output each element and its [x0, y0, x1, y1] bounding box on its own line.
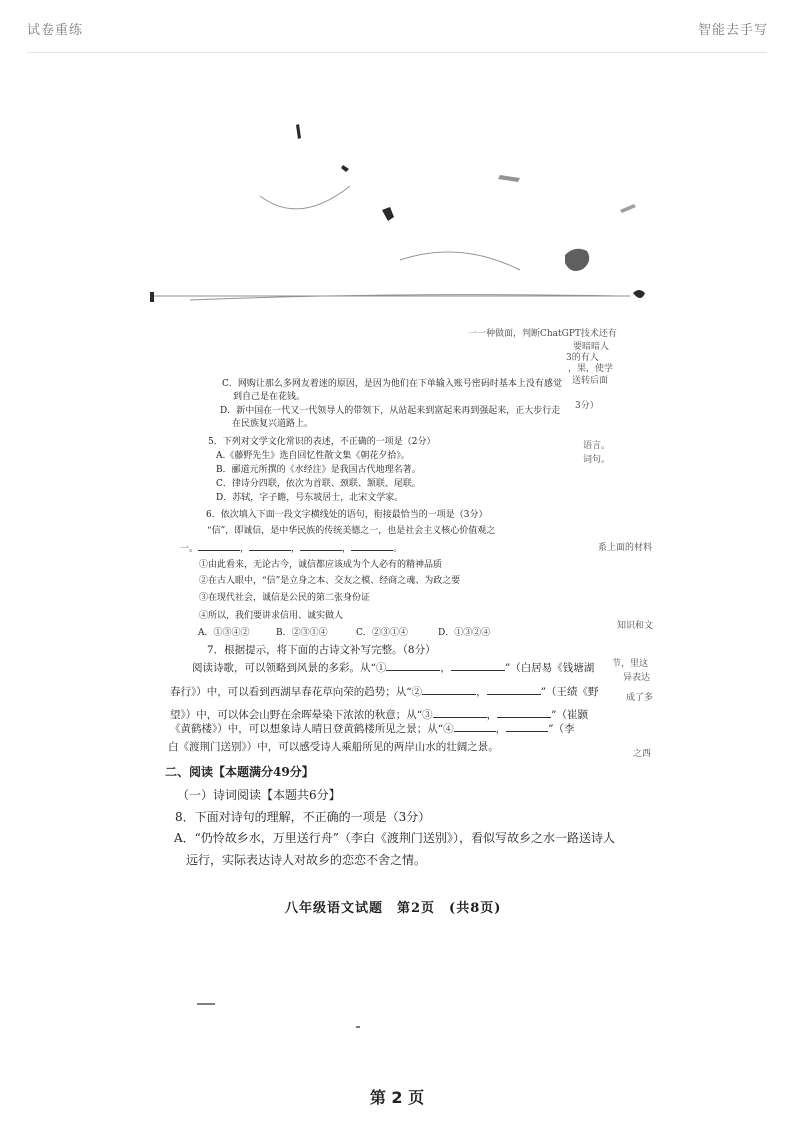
- q6-item-2: ②在古人眼中，“信”是立身之本、交友之模、经商之魂、为政之要: [199, 576, 461, 586]
- q8-option-a-line2: 远行，实际表达诗人对故乡的恋恋不舍之情。: [186, 853, 427, 867]
- q6-blank-4: [351, 541, 393, 551]
- q6-line2-prefix: 一。: [180, 544, 199, 554]
- fragment-r9: 系上面的材料: [598, 543, 653, 553]
- q5-option-a: A.《藤野先生》选自回忆性散文集《朝花夕拾》。: [216, 451, 410, 461]
- fragment-r14: 之西: [633, 749, 652, 759]
- q5-stem: 5．下列对文学文化常识的表述，不正确的一项是（2分）: [208, 437, 436, 447]
- fragment-r2: 要暗暗人: [573, 342, 610, 352]
- exam-footer-title: 八年级语文试题 第2页 (共8页): [285, 901, 502, 916]
- q4-option-c-line1: C．网购让那么多网友着迷的原因，是因为他们在下单输入账号密码时基本上没有感觉: [222, 379, 562, 389]
- fragment-r3: 3的有人: [566, 353, 599, 363]
- q6-blank-3: [300, 541, 342, 551]
- q4-option-c-line2: 到自己是在花钱。: [233, 392, 306, 402]
- q6-blank-2: [249, 541, 291, 551]
- q7-line1: 阅读诗歌，可以领略到风景的多彩。从“① ， ”（白居易《钱塘湖: [192, 662, 595, 674]
- q7-line4: 《黄鹤楼》）中，可以想象诗人晴日登黄鹤楼所见之景；从“④ ， ”（李: [170, 723, 575, 735]
- fragment-r5: 送转后面: [572, 376, 609, 386]
- q5-option-b: B．郦道元所撰的《水经注》是我国古代地理名著。: [216, 465, 421, 475]
- q8-option-a-line1: A．“仍怜故乡水，万里送行舟”（李白《渡荆门送别》），看似写故乡之水一路送诗人: [174, 831, 615, 845]
- fragment-r13: 成了多: [626, 693, 654, 703]
- q6-item-3: ③在现代社会，诚信是公民的第二张身份证: [199, 593, 371, 603]
- section2-subtitle: （一）诗词阅读【本题共6分】: [177, 788, 341, 802]
- q6-blank-line: 一。 ， ， ， 。: [180, 541, 402, 554]
- q6-option-c: C．②③①④: [356, 628, 408, 638]
- q6-stem: 6．依次填入下面一段文字横线处的语句，衔接最恰当的一项是（3分）: [206, 510, 488, 520]
- fragment-r10: 知识和文: [617, 621, 654, 631]
- q5-option-c: C．律诗分四联，依次为首联、颈联、颔联、尾联。: [216, 479, 421, 489]
- q6-item-4: ④所以，我们要讲求信用、诚实做人: [199, 611, 344, 621]
- section2-title: 二、阅读【本题满分49分】: [165, 765, 314, 779]
- q6-option-b: B．②③①④: [276, 628, 328, 638]
- q6-item-1: ①由此看来，无论古今，诚信都应该成为个人必有的精神品质: [199, 560, 443, 570]
- header-left-label: 试卷重练: [27, 23, 84, 38]
- fragment-r12: 异表达: [623, 673, 651, 683]
- fragment-r11: 节，里这: [612, 659, 649, 669]
- fragment-r6: 3分）: [575, 401, 599, 411]
- fragment-r1: 一一种做面，判断ChatGPT技术还有: [468, 329, 617, 339]
- q6-option-d: D．①③②④: [438, 628, 491, 638]
- q7-line2: 春行》）中，可以看到西湖早春花草向荣的趋势；从“② ， ”（王绩《野: [170, 686, 599, 698]
- fragment-r4: ，果，使学: [568, 364, 614, 374]
- q6-passage: “信”，即诚信，是中华民族的传统美德之一，也是社会主义核心价值观之: [207, 526, 496, 536]
- q4-option-d-line2: 在民族复兴道路上。: [232, 419, 314, 429]
- q6-blank-1: [198, 541, 240, 551]
- q6-option-a: A．①③④②: [198, 628, 250, 638]
- page-number: 第 2 页: [369, 1088, 425, 1107]
- q4-option-d-line1: D．新中国在一代又一代领导人的带领下，从站起来到富起来再到强起来，正大步行走: [220, 406, 561, 416]
- remove-handwriting-label: 智能去手写: [697, 23, 768, 38]
- q7-stem: 7．根据提示，将下面的古诗文补写完整。（8分）: [207, 644, 436, 656]
- q8-stem: 8．下面对诗句的理解，不正确的一项是（3分）: [175, 810, 431, 824]
- fragment-r8: 词句。: [583, 455, 611, 465]
- fragment-r7: 语言。: [583, 441, 611, 451]
- q5-option-d: D．苏轼，字子瞻，号东坡居士，北宋文学家。: [216, 493, 404, 503]
- q7-line3: 望》）中，可以体会山野在余晖晕染下浓浓的秋意；从“③ ， ”（崔颢: [170, 709, 588, 721]
- q7-line5: 白《渡荆门送别》）中，可以感受诗人乘船所见的两岸山水的壮阔之景。: [168, 741, 499, 753]
